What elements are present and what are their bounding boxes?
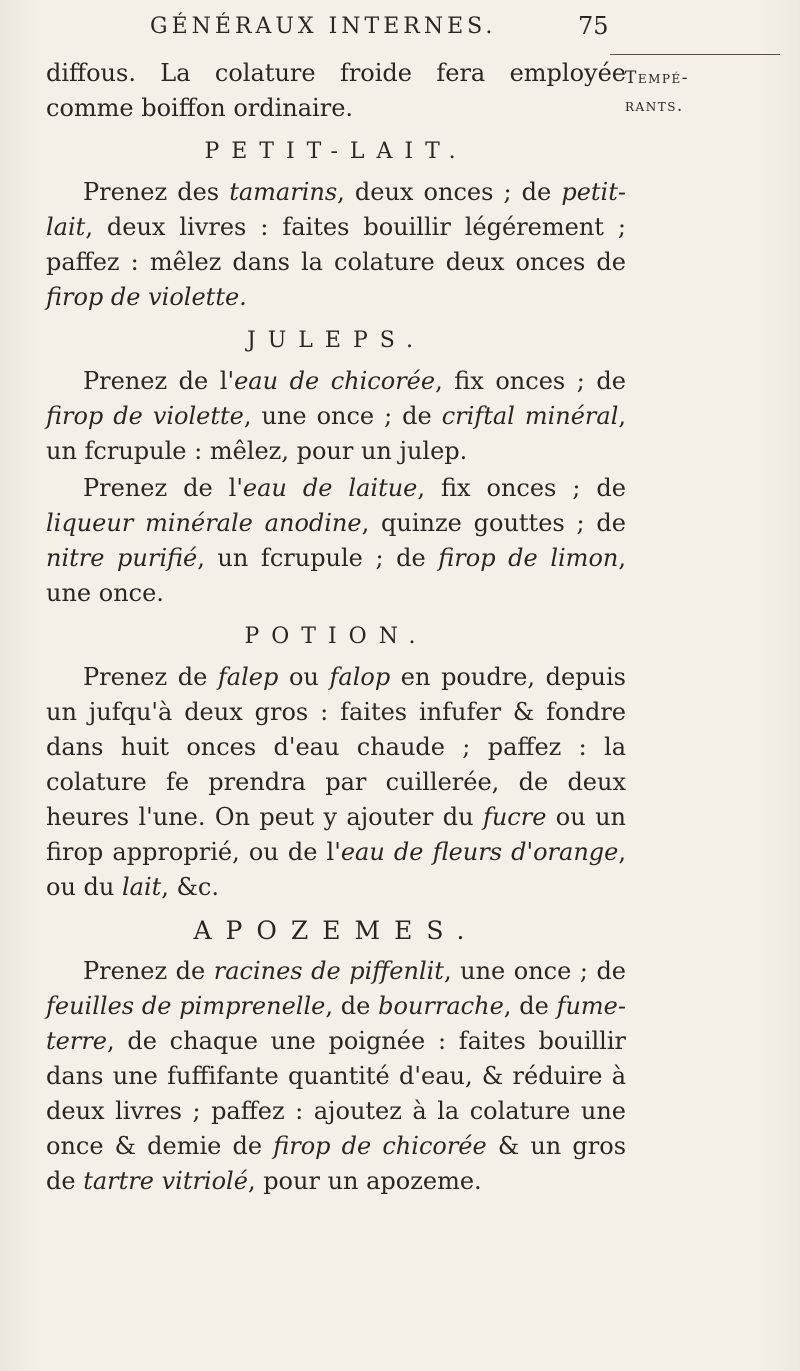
body-text	[46, 56, 626, 1199]
text-run: , une once.	[46, 544, 626, 607]
italic-term: eau de laitue	[242, 474, 418, 502]
text-run: en poudre, depuis un jufqu'à deux gros : faites infufer & fondre dans huit onces d'eau chaude ; paffez : la colature fe prendra par cuillerée, de deux heures l'une. On peut y ajouter du	[46, 663, 626, 831]
text-run: , fix onces ; de	[435, 367, 626, 395]
italic-term: racines de piffenlit	[213, 957, 444, 985]
margin-note	[625, 64, 795, 120]
opening-paragraph: diffous. La colature froide fera employée comme boiffon ordinaire.	[46, 59, 626, 122]
italic-term: fume-terre	[46, 992, 626, 1055]
italic-term: liqueur minérale anodine	[46, 509, 362, 537]
italic-term: firop de chicorée	[273, 1132, 487, 1160]
italic-term: feuilles de pimprenelle	[46, 992, 326, 1020]
italic-term: petit-lait	[46, 178, 626, 241]
italic-term: nitre purifié	[46, 544, 198, 572]
section-heading: JULEPS.	[246, 328, 426, 353]
text-run: , une once ; de	[443, 957, 627, 985]
margin-rule	[610, 54, 780, 55]
text-run: , pour un apozeme.	[247, 1167, 482, 1195]
running-head-title: GÉNÉRAUX INTERNES.	[150, 14, 497, 39]
margin-note-line1: Tempé-	[625, 68, 689, 88]
italic-term: tamarins	[229, 178, 338, 206]
text-run: , fix onces ; de	[417, 474, 626, 502]
italic-term: bourrache	[378, 992, 504, 1020]
text-run: Prenez de l'	[83, 367, 235, 395]
text-run: , une once ; de	[243, 402, 442, 430]
text-run: Prenez de l'	[83, 474, 243, 502]
italic-term: firop de violette	[46, 402, 244, 430]
text-run: , ou du	[46, 838, 627, 901]
running-head	[150, 14, 710, 39]
paragraph	[46, 364, 626, 469]
text-run: ou un firop approprié, ou de l'	[46, 803, 627, 866]
text-run: Prenez de	[83, 663, 218, 691]
section-heading: POTION.	[244, 624, 428, 649]
text-run: ou	[278, 663, 330, 691]
text-run: Prenez des	[83, 178, 230, 206]
text-run: , un fcrupule : mêlez, pour un julep.	[46, 402, 627, 465]
section-heading: APOZEMES.	[193, 916, 479, 945]
text-run: , de	[325, 992, 379, 1020]
margin-note-line2: rants.	[625, 96, 684, 116]
paragraph	[46, 471, 626, 611]
text-run: , de	[503, 992, 557, 1020]
text-run: , de chaque une poignée : faites bouillir dans une fuffifante quantité d'eau, & réduire à deux livres ; paffez : ajoutez à la colature une once & demie de	[46, 1027, 626, 1160]
italic-term: firop de violette.	[46, 283, 247, 311]
italic-term: firop de limon	[438, 544, 619, 572]
text-run: , deux livres : faites bouillir légérement ; paffez : mêlez dans la colature deux onces de	[46, 213, 626, 276]
section-heading: PETIT-LAIT.	[204, 139, 468, 164]
sections	[46, 134, 626, 1199]
italic-term: fucre	[482, 803, 547, 831]
italic-term: falep	[217, 663, 279, 691]
italic-term: tartre vitriolé	[83, 1167, 248, 1195]
text-run: Prenez de	[83, 957, 214, 985]
italic-term: eau de chicorée	[234, 367, 436, 395]
text-run: & un gros de	[46, 1132, 627, 1195]
text-run: , quinze gouttes ; de	[361, 509, 626, 537]
text-run: , deux onces ; de	[337, 178, 562, 206]
page-number: 75	[578, 12, 609, 40]
italic-term: eau de fleurs d'orange	[340, 838, 619, 866]
text-run: , un fcrupule ; de	[197, 544, 439, 572]
italic-term: falop	[329, 663, 391, 691]
paragraph	[46, 954, 626, 1199]
italic-term: lait	[121, 873, 162, 901]
paragraph	[46, 175, 626, 315]
paragraph	[46, 660, 626, 905]
text-run: , &c.	[161, 873, 219, 901]
italic-term: criftal minéral	[441, 402, 619, 430]
